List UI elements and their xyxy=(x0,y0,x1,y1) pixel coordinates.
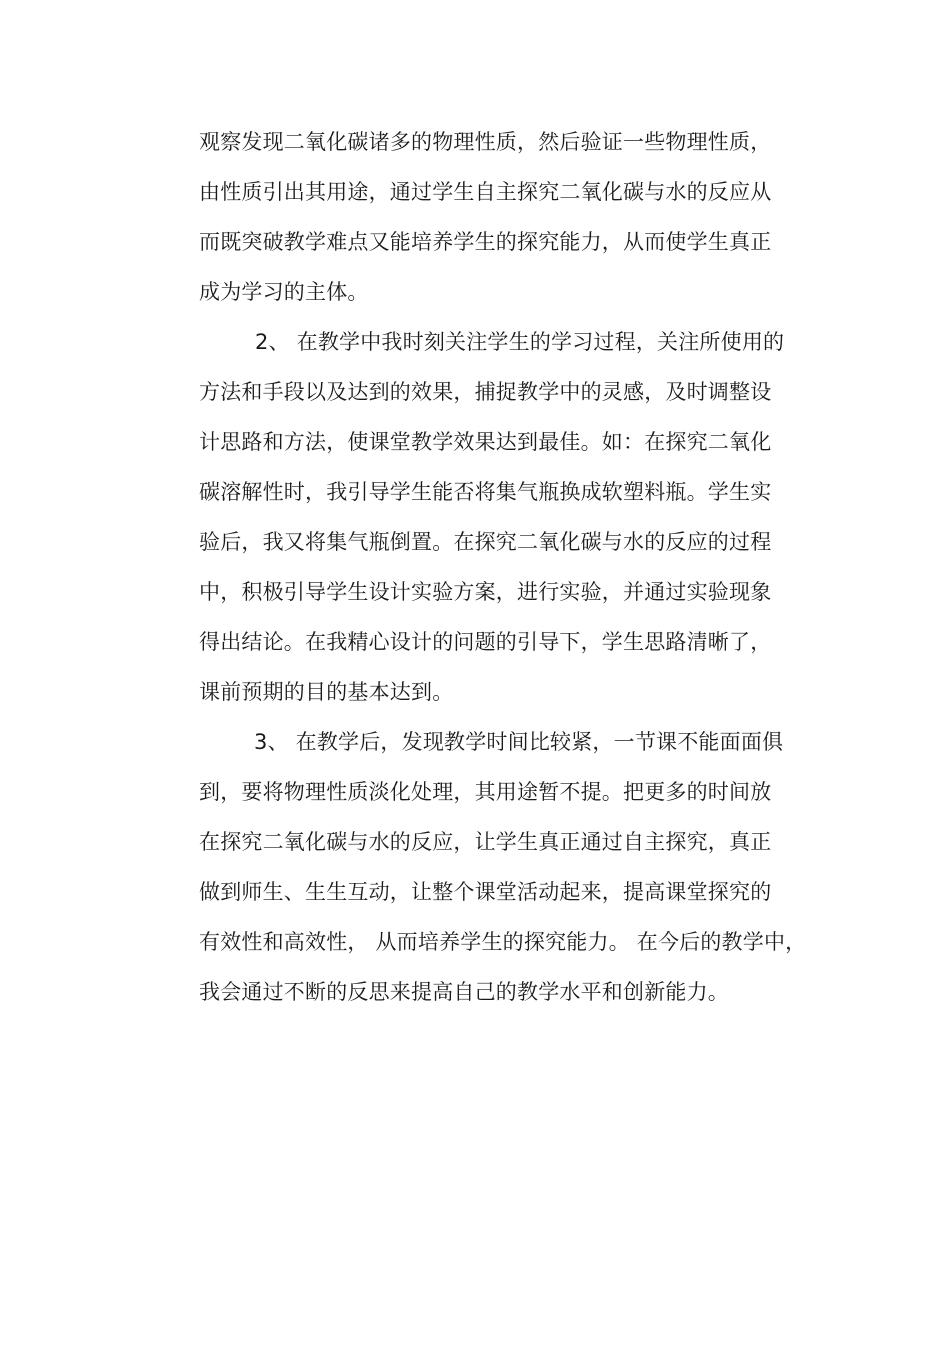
text-line: 由性质引出其用途，通过学生自主探究二氧化碳与水的反应从 xyxy=(199,180,772,204)
text-line: 得出结论。在我精心设计的问题的引导下，学生思路清晰了， xyxy=(199,630,772,654)
text-line: 3、 在教学后，发现教学时间比较紧，一节课不能面面俱 xyxy=(254,730,784,754)
text-line: 而既突破教学难点又能培养学生的探究能力，从而使学生真正 xyxy=(199,230,772,254)
text-line: 方法和手段以及达到的效果，捕捉教学中的灵感，及时调整设 xyxy=(199,380,772,404)
text-line: 到，要将物理性质淡化处理，其用途暂不提。把更多的时间放 xyxy=(199,780,772,804)
text-line: 做到师生、生生互动，让整个课堂活动起来，提高课堂探究的 xyxy=(199,880,772,904)
text-line: 计思路和方法，使课堂教学效果达到最佳。如：在探究二氧化 xyxy=(199,430,772,454)
text-line: 在探究二氧化碳与水的反应，让学生真正通过自主探究，真正 xyxy=(199,830,772,854)
text-line: 碳溶解性时，我引导学生能否将集气瓶换成软塑料瓶。学生实 xyxy=(199,480,772,504)
text-line: 课前预期的目的基本达到。 xyxy=(199,680,454,704)
text-line: 2、 在教学中我时刻关注学生的学习过程，关注所使用的 xyxy=(255,330,785,354)
text-line: 我会通过不断的反思来提高自己的教学水平和创新能力。 xyxy=(199,980,729,1004)
text-line: 有效性和高效性， 从而培养学生的探究能力。 在今后的教学中， xyxy=(199,930,807,954)
text-line: 成为学习的主体。 xyxy=(199,280,369,304)
text-line: 中，积极引导学生设计实验方案，进行实验，并通过实验现象 xyxy=(199,580,772,604)
text-line: 验后，我又将集气瓶倒置。在探究二氧化碳与水的反应的过程 xyxy=(199,530,772,554)
text-line: 观察发现二氧化碳诸多的物理性质，然后验证一些物理性质， xyxy=(199,130,772,154)
